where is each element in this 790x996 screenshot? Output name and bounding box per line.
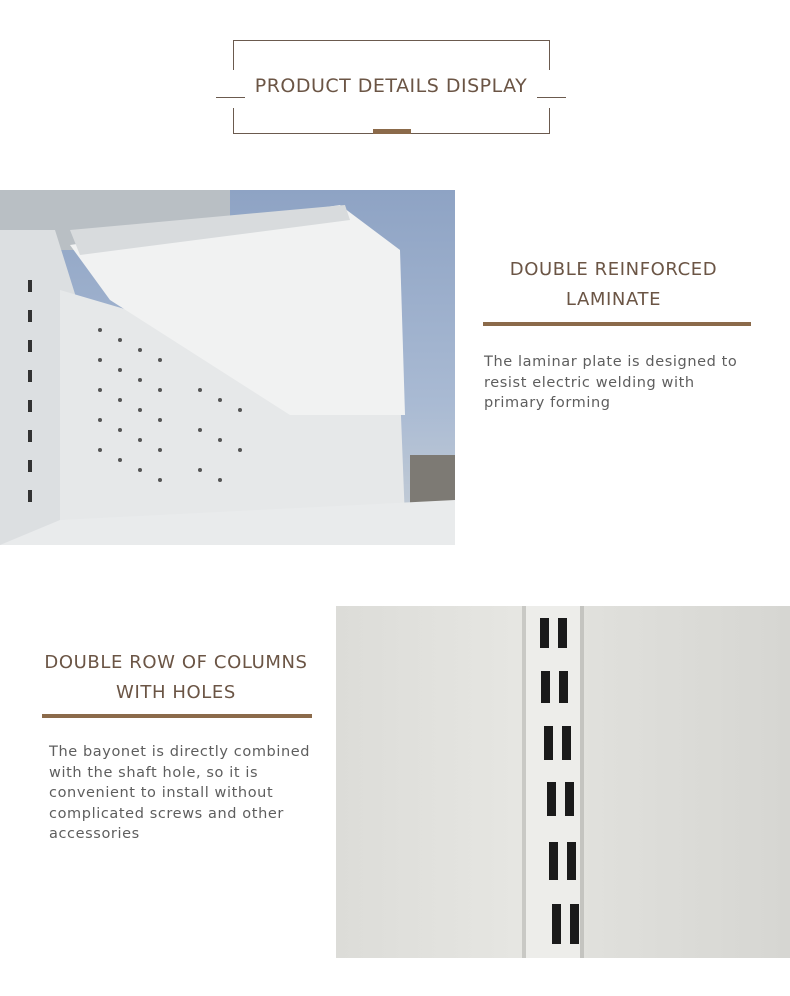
section-2-description: The bayonet is directly combined with the shaft hole, so it is convenient to install without complicated screws and other accessories	[49, 744, 311, 842]
section-2-heading	[38, 648, 314, 708]
page-title: PRODUCT DETAILS DISPLAY	[254, 75, 528, 97]
section-2-heading-line2: WITH HOLES	[116, 682, 236, 703]
section-1-rule	[483, 322, 751, 326]
section-1-description: The laminar plate is designed to resist electric welding with primary forming	[484, 354, 738, 411]
section-1-heading-line2: LAMINATE	[565, 289, 662, 310]
section-2-heading-line1: DOUBLE ROW OF COLUMNS	[44, 652, 308, 673]
section-2-rule	[42, 714, 312, 718]
section-1-heading-line1: DOUBLE REINFORCED	[509, 259, 718, 280]
frame-right-upper	[549, 40, 550, 70]
frame-left-dash	[216, 97, 245, 98]
shelf-laminate-photo	[0, 190, 455, 545]
frame-top	[233, 40, 550, 41]
frame-left-lower	[233, 108, 234, 133]
frame-right-lower	[549, 108, 550, 133]
section-1-heading	[480, 255, 747, 315]
frame-left-upper	[233, 40, 234, 70]
frame-accent-bar	[373, 129, 411, 134]
frame-right-dash	[537, 97, 566, 98]
column-holes-photo	[336, 606, 790, 958]
